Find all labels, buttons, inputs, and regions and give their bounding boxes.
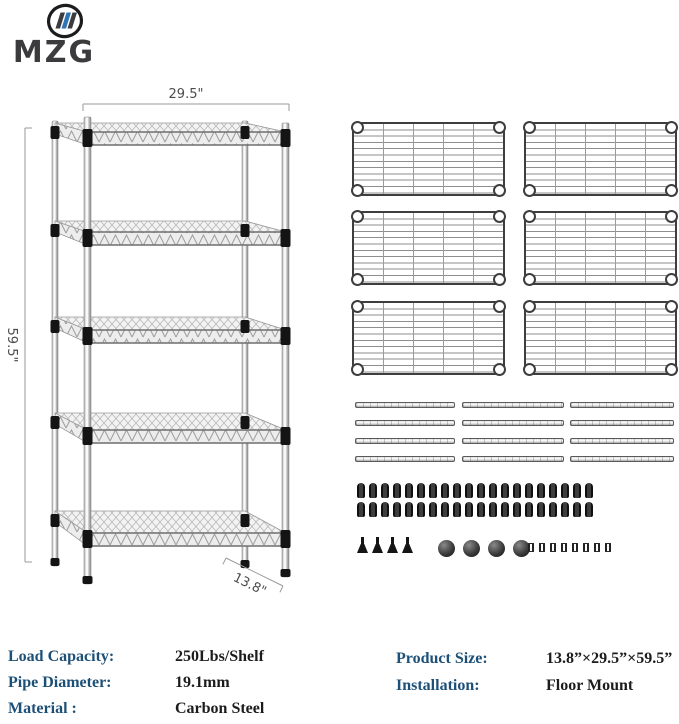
foot-cap-part [463, 540, 480, 557]
sleeve-clip-part [525, 502, 533, 517]
foot-cap-part [488, 540, 505, 557]
panel-corner-sleeve [665, 184, 678, 197]
spec-label: Material : [8, 700, 77, 717]
sleeve-clip-part [489, 502, 497, 517]
sleeve-clip-part [465, 502, 473, 517]
pole-part [462, 402, 564, 408]
sleeve-clip-part [573, 502, 581, 517]
shelf-panel-part [352, 301, 505, 375]
leveling-foot-part [372, 537, 383, 553]
spec-table-left [8, 648, 338, 718]
panel-corner-sleeve [523, 363, 536, 376]
screw-part [605, 543, 611, 552]
spec-value: Carbon Steel [175, 700, 265, 717]
sleeve-clip-part [549, 502, 557, 517]
shelf-illustration [0, 0, 340, 620]
panel-corner-sleeve [523, 273, 536, 286]
pole-part [570, 456, 674, 462]
shelf-panel-part [524, 211, 677, 285]
sleeve-clip-part [357, 502, 365, 517]
panel-corner-sleeve [523, 184, 536, 197]
shelf-panel-part [524, 301, 677, 375]
pole-part [355, 456, 455, 462]
foot-cap-part [438, 540, 455, 557]
panel-corner-sleeve [665, 273, 678, 286]
pole-part [570, 420, 674, 426]
sleeve-clip-part [441, 483, 449, 498]
screw-part [528, 543, 534, 552]
sleeve-clip-part [393, 483, 401, 498]
pole-part [570, 402, 674, 408]
sleeve-clip-part [501, 483, 509, 498]
sleeve-clip-part [561, 502, 569, 517]
panel-corner-sleeve [523, 300, 536, 313]
spec-value: 19.1mm [175, 674, 230, 691]
panel-corner-sleeve [493, 210, 506, 223]
sleeve-clip-part [585, 502, 593, 517]
panel-corner-sleeve [665, 210, 678, 223]
sleeve-clip-part [477, 483, 485, 498]
sleeve-clip-part [513, 502, 521, 517]
shelf-panel-part [352, 122, 505, 196]
leveling-foot-part [387, 537, 398, 553]
sleeve-clip-part [369, 502, 377, 517]
spec-value: Floor Mount [546, 677, 634, 694]
panel-corner-sleeve [351, 273, 364, 286]
shelf-unit-drawing [51, 117, 291, 584]
sleeve-clip-part [573, 483, 581, 498]
dimension-depth-label: 13.8" [230, 570, 269, 600]
foot-cap-part [513, 540, 530, 557]
shelf-panel-part [352, 211, 505, 285]
sleeve-clip-part [405, 502, 413, 517]
sleeve-clip-part [561, 483, 569, 498]
sleeve-clip-part [357, 483, 365, 498]
panel-corner-sleeve [523, 121, 536, 134]
pole-part [462, 456, 564, 462]
sleeve-clip-part [537, 502, 545, 517]
spec-table-right [396, 650, 676, 695]
sleeve-clip-part [525, 483, 533, 498]
dimension-width-label: 29.5" [168, 87, 204, 102]
sleeve-clip-part [501, 502, 509, 517]
sleeve-clip-part [585, 483, 593, 498]
brand-wordmark: MZG [12, 35, 96, 70]
sleeve-clip-part [441, 502, 449, 517]
spec-label: Product Size: [396, 650, 488, 667]
spec-value: 13.8”×29.5”×59.5” [546, 650, 673, 667]
panel-corner-sleeve [523, 210, 536, 223]
screw-part [561, 543, 567, 552]
panel-corner-sleeve [665, 300, 678, 313]
pole-part [462, 420, 564, 426]
pole-part [355, 420, 455, 426]
dimension-height-label: 59.5" [4, 327, 19, 363]
sleeve-clip-part [393, 502, 401, 517]
sleeve-clip-part [381, 502, 389, 517]
screw-part [539, 543, 545, 552]
screw-part [594, 543, 600, 552]
panel-corner-sleeve [493, 273, 506, 286]
sleeve-clip-part [429, 483, 437, 498]
screw-part [550, 543, 556, 552]
panel-corner-sleeve [351, 121, 364, 134]
panel-corner-sleeve [493, 121, 506, 134]
sleeve-clip-part [417, 483, 425, 498]
sleeve-clip-part [381, 483, 389, 498]
shelf-panel-part [524, 122, 677, 196]
pole-part [570, 438, 674, 444]
leveling-foot-part [402, 537, 413, 553]
screw-part [572, 543, 578, 552]
panel-corner-sleeve [351, 363, 364, 376]
sleeve-clip-part [453, 483, 461, 498]
sleeve-clip-part [405, 483, 413, 498]
panel-corner-sleeve [493, 184, 506, 197]
sleeve-clip-part [549, 483, 557, 498]
sleeve-clip-part [429, 502, 437, 517]
pole-part [462, 438, 564, 444]
panel-corner-sleeve [665, 363, 678, 376]
spec-label: Pipe Diameter: [8, 674, 112, 691]
sleeve-clip-part [417, 502, 425, 517]
sleeve-clip-part [513, 483, 521, 498]
sleeve-clip-part [453, 502, 461, 517]
spec-label: Installation: [396, 677, 480, 694]
leveling-foot-part [357, 537, 368, 553]
panel-corner-sleeve [493, 300, 506, 313]
panel-corner-sleeve [493, 363, 506, 376]
pole-part [355, 438, 455, 444]
spec-label: Load Capacity: [8, 648, 115, 665]
sleeve-clip-part [489, 483, 497, 498]
panel-corner-sleeve [351, 300, 364, 313]
sleeve-clip-part [477, 502, 485, 517]
panel-corner-sleeve [351, 210, 364, 223]
sleeve-clip-part [465, 483, 473, 498]
sleeve-clip-part [369, 483, 377, 498]
screw-part [583, 543, 589, 552]
sleeve-clip-part [537, 483, 545, 498]
pole-part [355, 402, 455, 408]
spec-value: 250Lbs/Shelf [175, 648, 264, 665]
panel-corner-sleeve [665, 121, 678, 134]
panel-corner-sleeve [351, 184, 364, 197]
